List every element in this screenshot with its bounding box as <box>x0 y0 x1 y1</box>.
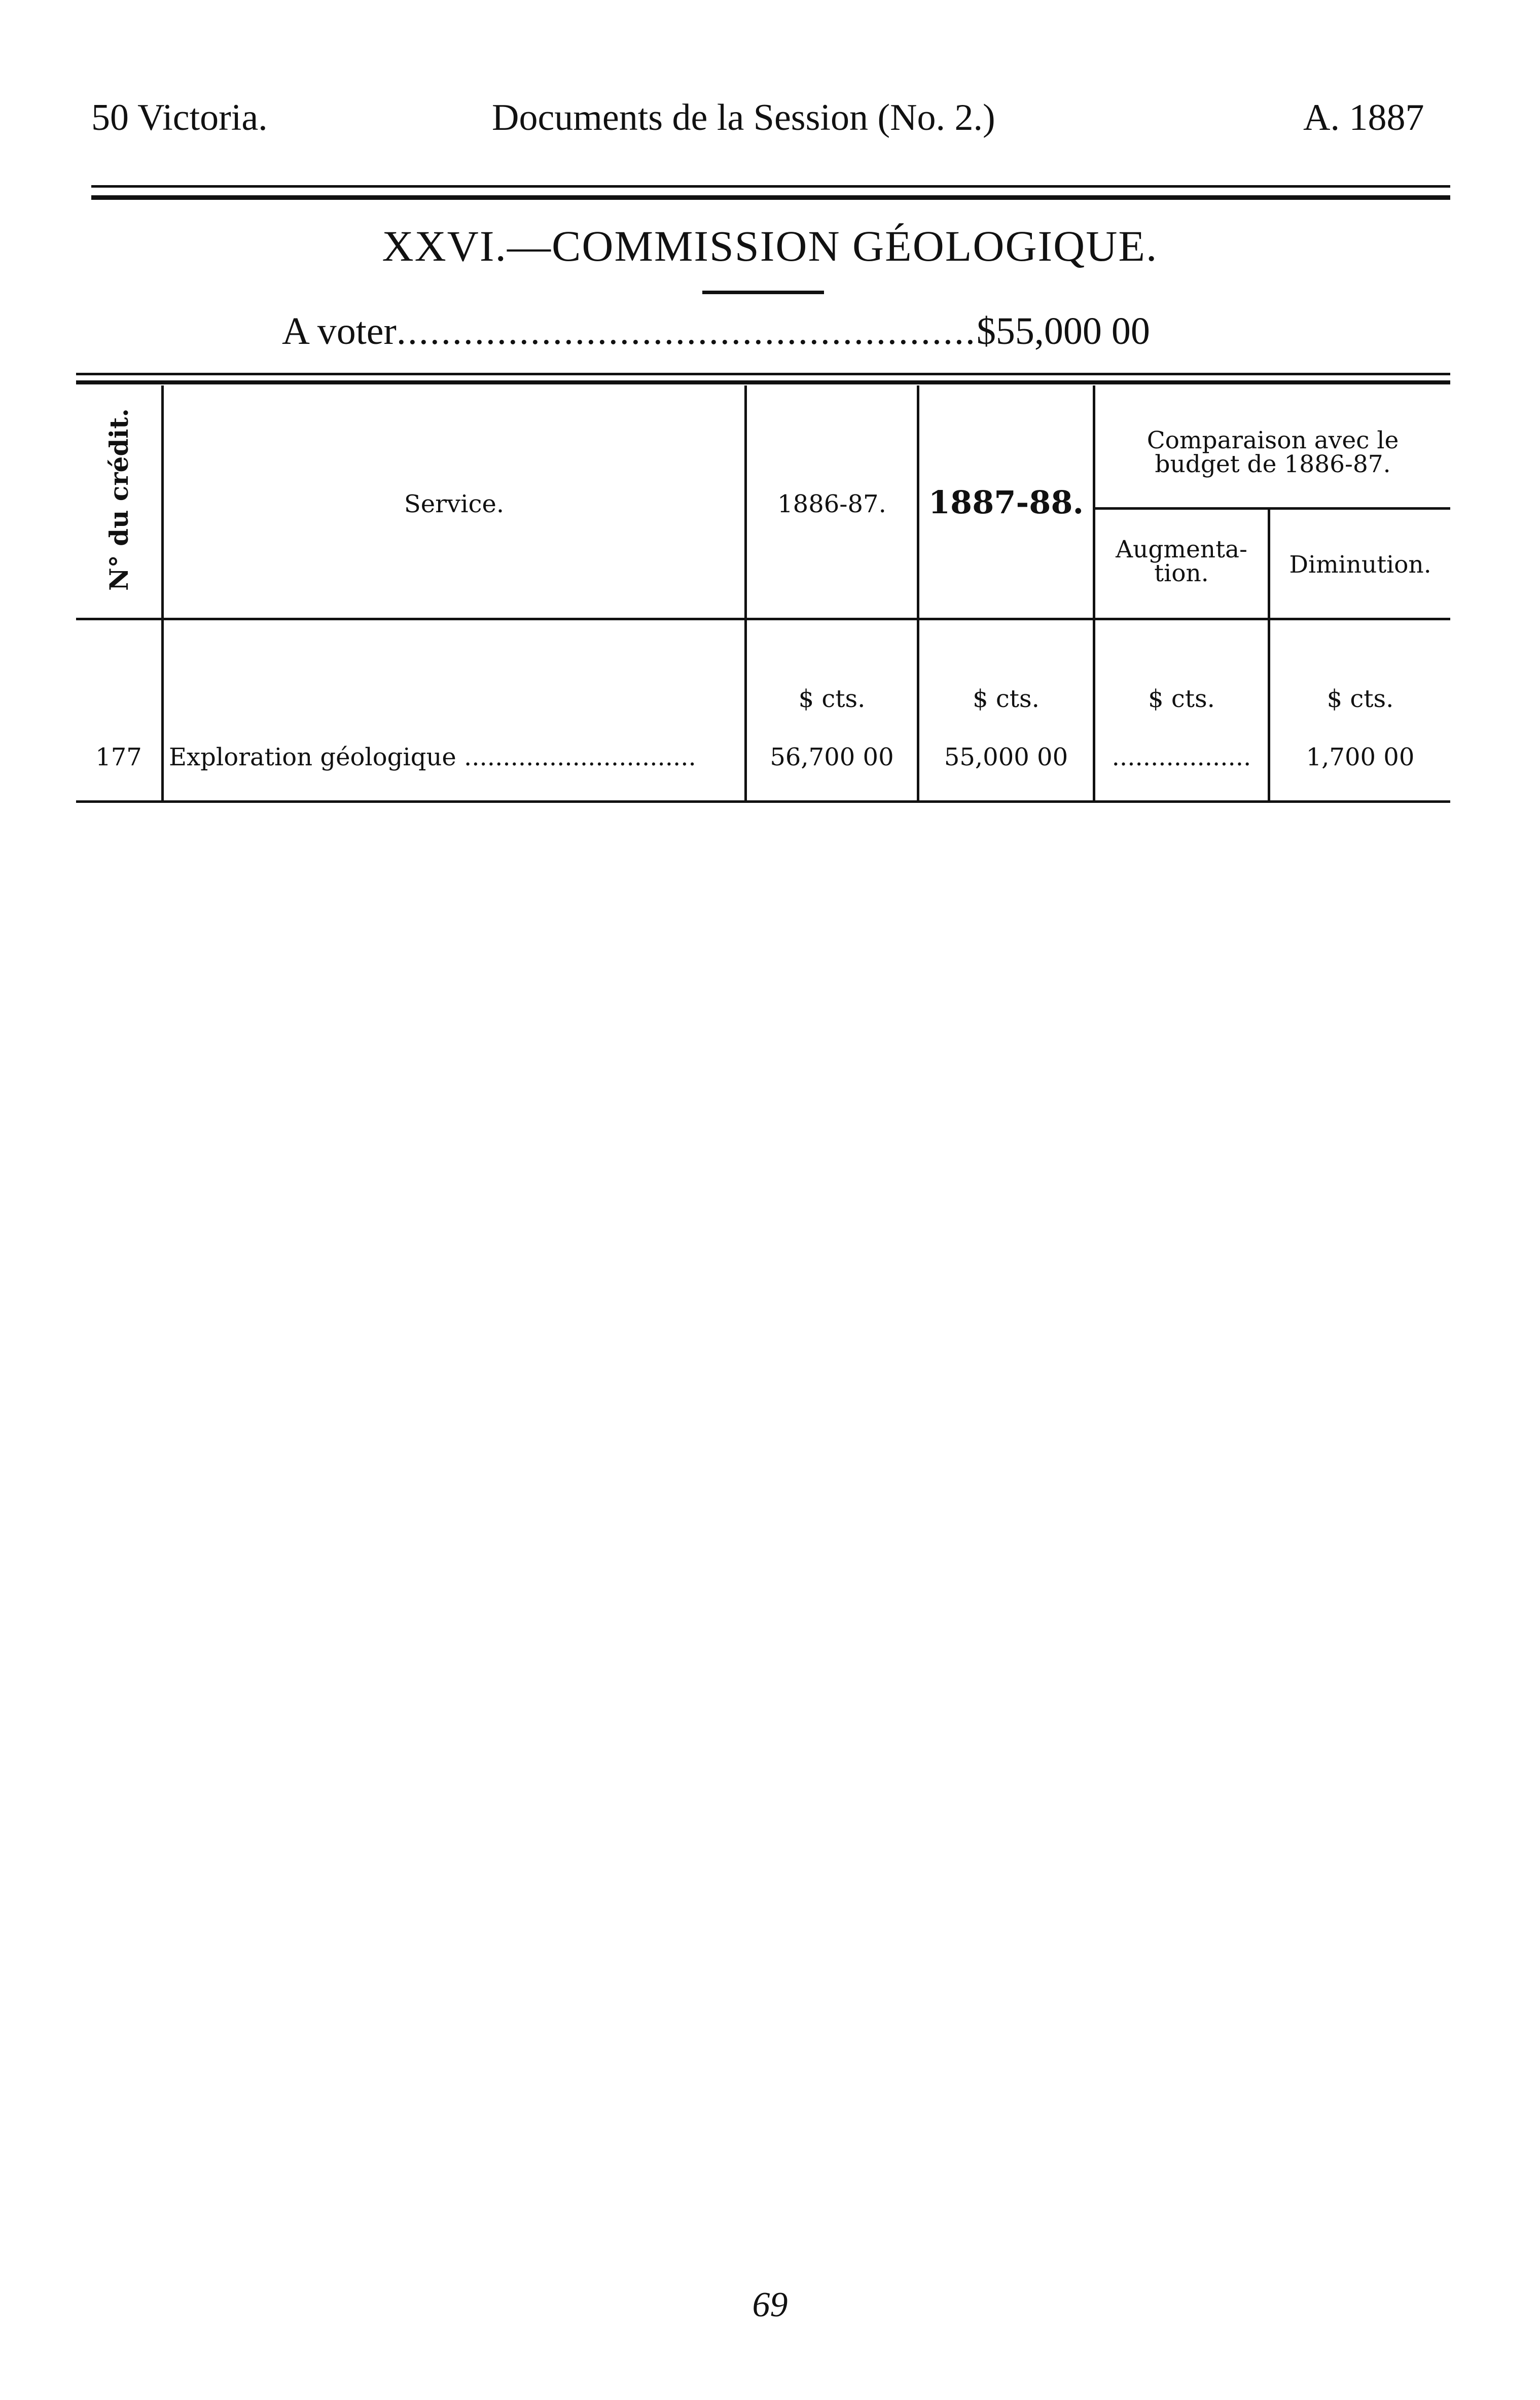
table-rule-top-2 <box>76 380 1450 384</box>
table-bottom-rule <box>76 800 1450 803</box>
comparison-subrule <box>1095 507 1450 510</box>
header-rule-bottom <box>91 195 1450 200</box>
header-center: Documents de la Session (No. 2.) <box>492 97 995 138</box>
row-year-curr: 55,000 00 <box>944 743 1068 771</box>
header-increase: Augmenta- tion. <box>1116 536 1247 587</box>
row-service <box>169 743 742 771</box>
header-year-prev: 1886-87. <box>777 490 886 518</box>
unit-year-curr: $ cts. <box>973 685 1040 713</box>
header-decrease: Diminution. <box>1289 551 1431 579</box>
unit-year-prev: $ cts. <box>798 685 866 713</box>
header-left: 50 Victoria. <box>91 97 268 138</box>
col-sep-3 <box>917 385 919 801</box>
col-sep-2 <box>744 385 747 801</box>
unit-increase: $ cts. <box>1148 685 1215 713</box>
row-credit-no: 177 <box>95 743 142 771</box>
col-sep-4 <box>1093 385 1095 801</box>
header-service: Service. <box>404 490 505 518</box>
table-rule-top-1 <box>76 373 1450 375</box>
title-underline <box>702 291 824 294</box>
a-voter-dots: .................................................... <box>396 310 977 352</box>
row-year-prev: 56,700 00 <box>770 743 894 771</box>
row-decrease: 1,700 00 <box>1306 743 1415 771</box>
header-comparison: Comparaison avec le budget de 1886-87. <box>1147 427 1399 478</box>
header-right: A. 1887 <box>1303 97 1424 138</box>
a-voter-line <box>282 309 1150 354</box>
row-service-dots: .............................. <box>464 743 696 771</box>
unit-decrease: $ cts. <box>1327 685 1394 713</box>
header-year-curr: 1887-88. <box>928 484 1084 521</box>
header-rule-top <box>91 185 1450 188</box>
row-increase: .................. <box>1112 743 1251 771</box>
header-bottom-rule <box>76 618 1450 620</box>
row-service-label: Exploration géologique <box>169 743 456 771</box>
a-voter-label: A voter <box>282 310 397 352</box>
header-credit-no: N° du crédit. <box>104 408 134 591</box>
a-voter-amount: $55,000 00 <box>976 310 1150 352</box>
section-title: XXVI.—COMMISSION GÉOLOGIQUE. <box>382 222 1158 270</box>
page-number: 69 <box>752 2285 788 2324</box>
col-sep-1 <box>161 385 164 801</box>
